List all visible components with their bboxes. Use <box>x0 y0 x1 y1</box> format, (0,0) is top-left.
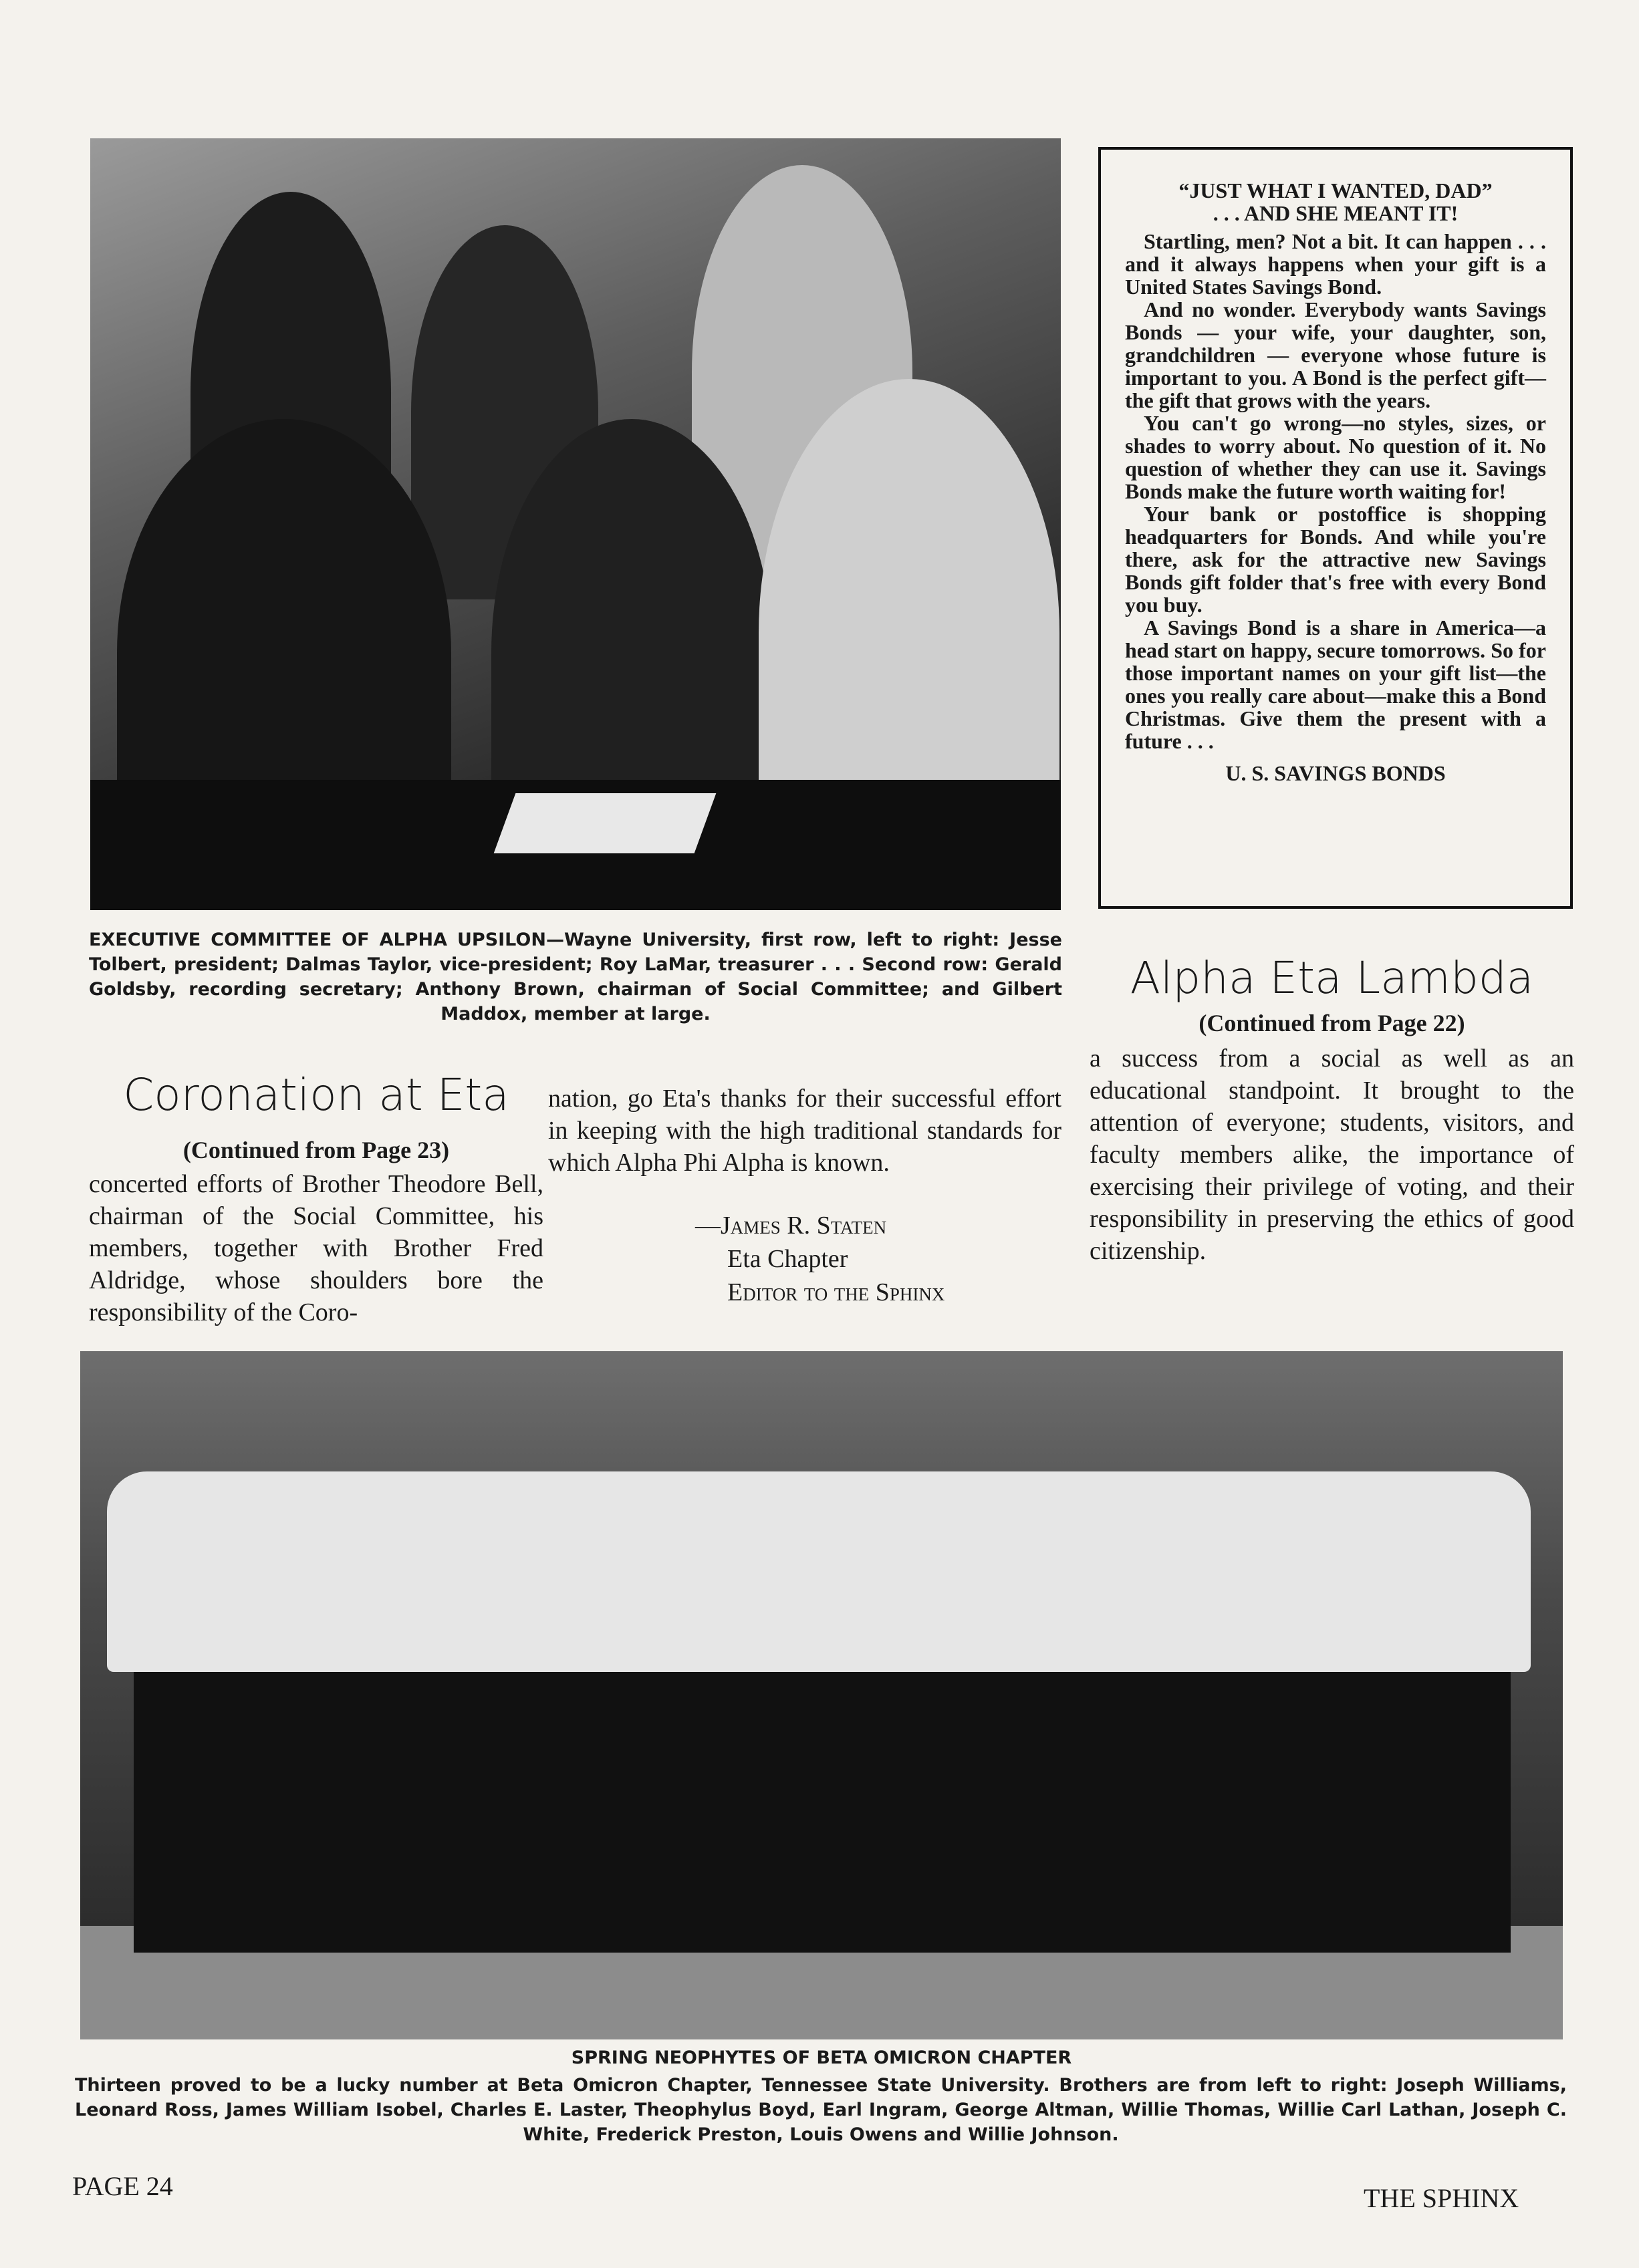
neophytes-photo <box>80 1351 1563 2039</box>
alpha-eta-title: Alpha Eta Lambda <box>1130 952 1534 1004</box>
coronation-signature: —James R. Staten <box>695 1212 887 1240</box>
savings-bond-ad <box>1098 147 1573 909</box>
ad-paragraph: Your bank or postoffice is shopping headquarters for Bonds. And while you're there, ask for the attractive new Savings Bonds gift folder that's free with every Bond you buy. <box>1125 502 1546 617</box>
ad-headline-1: “JUST WHAT I WANTED, DAD” <box>1178 178 1493 202</box>
alpha-eta-body: a success from a social as well as an educational standpoint. It brought to the attention of everyone; students, visitors, and faculty members alike, the importance of exercising their privilege of voting, and their responsibility in preserving the ethics of good citizenship. <box>1090 1044 1574 1265</box>
photo1-caption: EXECUTIVE COMMITTEE OF ALPHA UPSILON—Wayne University, first row, left to right: Jesse Tolbert, president; Dalmas Taylor, vice-president; Roy LaMar, treasurer . . . Second row: Gerald Goldsby, recording secretary; Anthony Brown, chairman of Social Committee; and Gilbert Maddox, member at large. <box>89 930 1062 1024</box>
magazine-name: THE SPHINX <box>1364 2183 1519 2213</box>
ad-paragraph: You can't go wrong—no styles, sizes, or shades to worry about. No question of it. No question of whether they can use it. Savings Bonds make the future worth waiting for! <box>1125 411 1546 503</box>
photo-trousers <box>134 1672 1511 1953</box>
ad-paragraph: Startling, men? Not a bit. It can happen . . . and it always happens when your gift is a United States Savings Bond. <box>1125 229 1546 299</box>
ad-footer: U. S. SAVINGS BONDS <box>1225 761 1446 785</box>
executive-committee-photo <box>90 138 1061 910</box>
coronation-title: Coronation at Eta <box>123 1069 509 1121</box>
coronation-col2: nation, go Eta's thanks for their successful effort in keeping with the high traditional standards for which Alpha Phi Alpha is known. <box>548 1085 1061 1177</box>
alpha-eta-continued: (Continued from Page 22) <box>1199 1010 1465 1036</box>
ad-paragraph: And no wonder. Everybody wants Savings Bonds — your wife, your daughter, son, grandchildren — everyone whose future is important to you. A Bond is the perfect gift—the gift that grows with the years. <box>1125 297 1546 412</box>
page-number: PAGE 24 <box>72 2171 173 2201</box>
coronation-continued: (Continued from Page 23) <box>182 1137 450 1163</box>
coronation-chapter: Eta Chapter <box>727 1245 848 1273</box>
ad-headline-2: . . . AND SHE MEANT IT! <box>1213 201 1459 225</box>
photo-jackets <box>107 1471 1531 1672</box>
paper-sheet <box>494 793 717 853</box>
coronation-editor: Editor to the Sphinx <box>727 1278 945 1306</box>
photo2-caption-body: Thirteen proved to be a lucky number at Beta Omicron Chapter, Tennessee State University. Brothers are from left to right: Joseph Williams, Leonard Ross, James William Isobel, Charles E. Laster, Theophylus Boyd, Earl Ingram, George Altman, Willie Thomas, Willie Carl Lathan, Joseph C. White, Frederick Preston, Louis Owens and Willie Johnson. <box>75 2075 1567 2145</box>
ad-paragraph: A Savings Bond is a share in America—a head start on happy, secure tomorrows. So for those important names on your gift list—the ones you really care about—make this a Bond Christmas. Give them the present with a future . . . <box>1125 615 1546 753</box>
coronation-col1: concerted efforts of Brother Theodore Bell, chairman of the Social Committee, his members, together with Brother Fred Aldridge, whose shoulders bore the responsibility of the Coro- <box>89 1170 543 1326</box>
photo2-caption-title: SPRING NEOPHYTES OF BETA OMICRON CHAPTER <box>571 2047 1072 2068</box>
